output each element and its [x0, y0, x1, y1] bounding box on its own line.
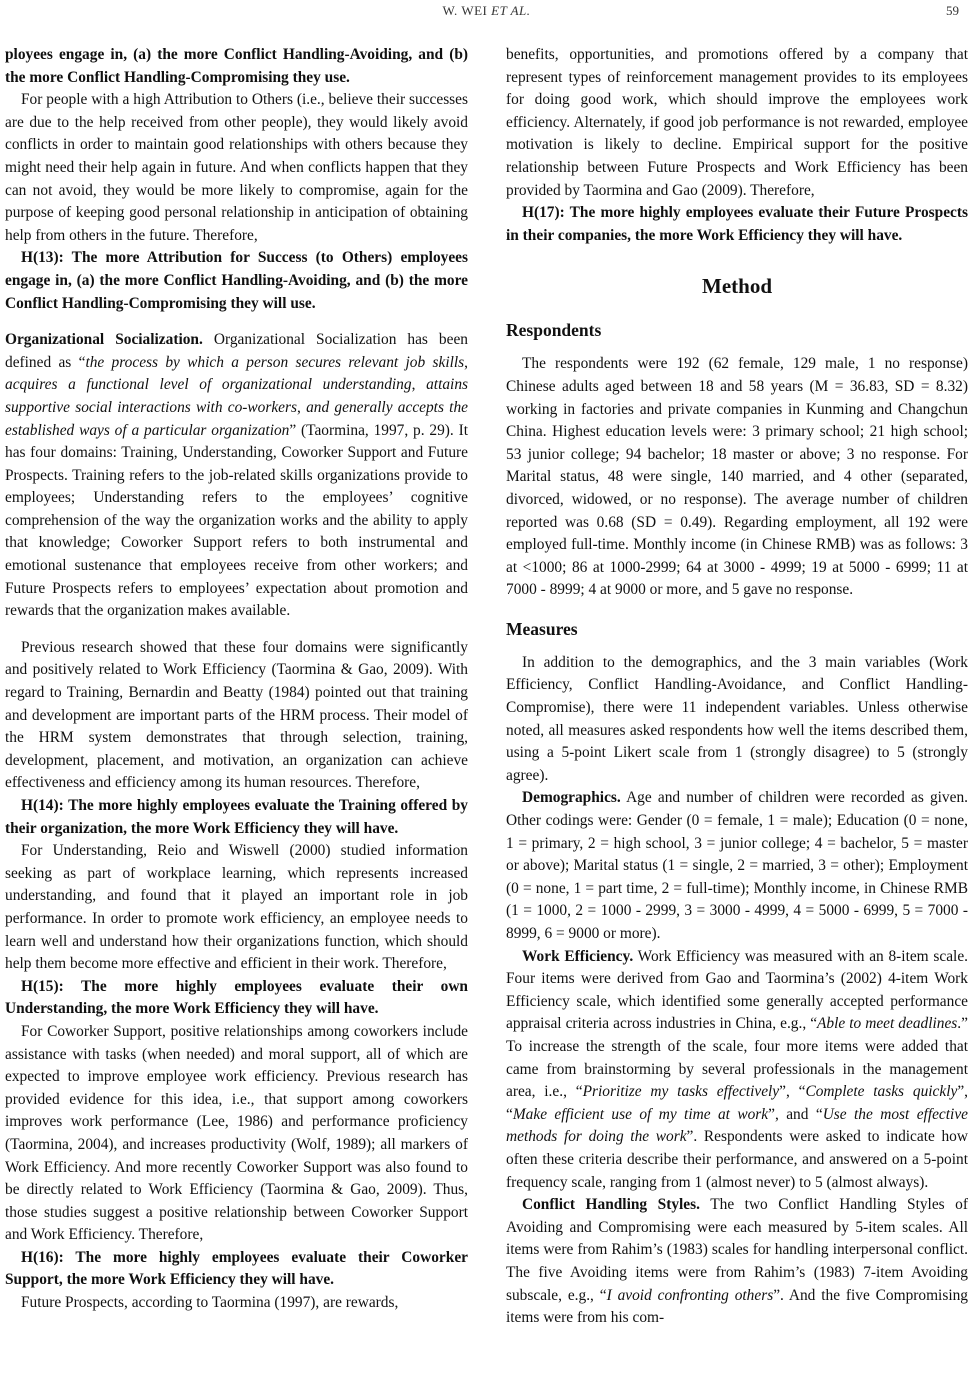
paragraph-respondents: The respondents were 192 (62 female, 129 male, 1 no response) Chinese adults aged between 18 and 58 years (M = 36.83, SD = 8.32) working in factories and private companies in Kunming and Changchun China. Highest education levels were: 3 primary school; 21 high school; 53 junior college; 94 bachelor; 18 master or above; 3 no response. For Marital status, 48 were single, 140 married, and 4 other (separated, divorced, widowed, or no response). The average number of children reported was 0.68 (SD = 0.49). Regarding employment, all 192 were employed full-time. Monthly income (in Chinese RMB) was as follows: 3 at <1000; 86 at 1000-2999; 64 at 3000 - 4999; 19 at 5000 - 6999; 11 at 7000 - 8999; 4 at 9000 or more, and 5 gave no response. [506, 355, 968, 599]
hypothesis-continued: ployees engage in, (a) the more Conflict Handling-Avoiding, and (b) the more Conflict Handling-Compromising they use. [5, 46, 468, 86]
run-in-heading-demographics: Demographics. [522, 789, 621, 807]
text-span: , [297, 398, 307, 416]
page-number: 59 [946, 3, 959, 18]
subsection-title-respondents: Respondents [506, 320, 602, 341]
text-span: ”, and “ [768, 1105, 823, 1123]
running-head [0, 3, 973, 19]
run-in-heading-org-socialization: Organizational Socialization. [5, 331, 203, 349]
header-et-al: ET AL. [491, 3, 531, 18]
text-span: Organizational Socialization has been defined as “ [5, 331, 468, 371]
text-span: Work Efficiency was measured with an 8-item scale. Four items were derived from Gao and Taormina’s (2002) 4-item Work Efficiency scale, which identified some generally accepted performance appraisal criteria across industries in China, e.g., “ [506, 947, 968, 1033]
left-column [5, 44, 468, 1315]
paragraph-future-prospects-continued: benefits, opportunities, and promotions offered by a company that represent types of reinforcement management provides to its employees for doing good work, which should improve the employees work efficiency. Alternately, if good job performance is not rewarded, employee motivation is likely to decline. Empirical support for the positive relationship between Future Prospects and Work Efficiency has been provided by Taormina and Gao (2009). Therefore, [506, 46, 968, 199]
text-span: ”, “ [779, 1083, 806, 1101]
paragraph-coworker-support: For Coworker Support, positive relationships among coworkers include assistance with tasks (when needed) and moral support, all of which are expected to improve employee work efficiency. Previous research has provided evidence for this idea, i.e., that support among coworkers improves work performance (Lee, 1986) and performance proficiency (Taormina, 2004), and increases productivity (Wolf, 1989); all markers of Work Efficiency. And more recently Coworker Support was also found to be directly related to Work Efficiency (Taormina & Gao, 2009). Thus, those studies suggest a positive relationship between Coworker Support and Work Efficiency. Therefore, [5, 1022, 468, 1244]
right-column [506, 44, 968, 1330]
quote-span: Prioritize my tasks effectively [582, 1083, 780, 1101]
quote-span: Use the most effective methods for doing the work [506, 1105, 968, 1146]
text-span: , [464, 353, 468, 371]
text-span: , [411, 376, 427, 394]
text-span: The two Conflict Handling Styles of Avoiding and Compromising were each measured by 5-item scales. All items were from Rahim’s (1983) scales for handling interpersonal conflict. The five Avoiding items were from Rahim’s (1983) 7-item Avoiding subscale, e.g., “ [506, 1196, 968, 1304]
quote-span: attains supportive social interactions with co-workers [5, 376, 469, 416]
hypothesis-15: H(15): The more highly employees evaluate their own Understanding, the more Work Efficiency they will have. [5, 977, 468, 1018]
text-span: ” (Taormina, 1997, p. 29). It has four domains: Training, Understanding, Coworker Support and Future Prospects. Training refers to the job-related skills organizations provide to employees; Understanding refers to the employees’ cognitive comprehension of the way the organization works and the ability to apply that knowledge; Coworker Support refers to both instrumental and emotional sustenance that employees receive from other workers; and Future Prospects refers to employees’ expectation about promotion and rewards that the organization makes available. [5, 421, 468, 620]
paragraph-demographics [506, 787, 968, 945]
section-title-method: Method [702, 274, 772, 299]
text-span: ”, “ [506, 1083, 968, 1123]
quote-span: I avoid confronting others [606, 1286, 774, 1304]
paragraph-conflict-handling [506, 1194, 968, 1330]
text-span: Age and number of children were recorded as given. Other codings were: Gender (0 = female, 1 = male); Education (0 = none, 1 = primary, 2 = high school, 3 = junior college; 4 = bachelor, 5 = master or above); Marital status (1 = single, 2 = married, 3 = other); Employment (0 = none, 1 = part time, 2 = full-time); Monthly income, in Chinese RMB (1 = 1000, 2 = 1000 - 2999, 3 = 3000 - 4999, 4 = 5000 - 6999, 5 = 7000 - 8999, 6 = 9000 or more). [506, 789, 969, 942]
paragraph-attribution-others: For people with a high Attribution to Others (i.e., believe their successes are due to the help received from other people), they would likely avoid conflicts in order to maintain good relationships with others because they might need their help again in future. And when conflicts happen that they can not avoid, they would be more likely to compromise, again for the purpose of keeping good personal relationship in anticipation of obtaining help from others in the future. Therefore, [5, 91, 468, 244]
quote-span: acquires a functional level of organizational understanding [5, 376, 412, 394]
quote-span: and generally accepts the established ways of a particular organization [5, 398, 468, 439]
quote-span: Make efficient use of my time at work [512, 1105, 769, 1123]
hypothesis-16: H(16): The more highly employees evaluate their Coworker Support, the more Work Efficiency they will have. [5, 1248, 468, 1289]
paragraph-work-efficiency [506, 946, 968, 1195]
quote-span: Complete tasks quickly [805, 1083, 958, 1101]
paragraph-understanding: For Understanding, Reio and Wiswell (2000) studied information seeking as part of workplace learning, which represents increased understanding, and found that it played an important role in job performance. In order to promote work efficiency, an employee needs to learn well and understand how their organizations function, which should help them become more effective and efficient in their work. Therefore, [5, 842, 468, 973]
hypothesis-13: H(13): The more Attribution for Success (to Others) employees engage in, (a) the more Conflict Handling-Avoiding, and (b) the more Conflict Handling-Compromising they will use. [5, 249, 468, 312]
run-in-heading-work-efficiency: Work Efficiency. [522, 947, 634, 965]
text-span: ”. And the five Compromising items were from his com- [506, 1286, 968, 1327]
text-span: ”. Respondents were asked to indicate how often these criteria describe their performance, and answered on a 5-point frequency scale, ranging from 1 (almost never) to 5 (almost always). [506, 1128, 968, 1191]
paragraph-previous-research: Previous research showed that these four domains were significantly and positively related to Work Efficiency (Taormina & Gao, 2009). With regard to Training, Bernardin and Beatty (1984) pointed out that training and development are important parts of the HRM process. Their model of the HRM system demonstrates that through selection, training, development, placement, and motivation, an organization can achieve effectiveness and efficiency among its human resources. Therefore, [5, 638, 468, 792]
quote-span: the process by which a person secures relevant job skills [85, 353, 465, 371]
subsection-title-measures: Measures [506, 618, 578, 639]
hypothesis-17: H(17): The more highly employees evaluate their Future Prospects in their companies, the more Work Efficiency they will have. [506, 204, 968, 244]
running-header [0, 0, 973, 24]
header-author: W. WEI [442, 3, 488, 18]
paragraph-measures: In addition to the demographics, and the 3 main variables (Work Efficiency, Conflict Handling-Avoidance, and Conflict Handling-Compromise), there were 11 independent variables. Unless otherwise noted, all measures asked respondents how well the items described them, using a 5-point Likert scale from 1 (strongly disagree) to 5 (strongly agree). [506, 653, 968, 784]
quote-span: Able to meet deadlines [817, 1015, 958, 1033]
hypothesis-14: H(14): The more highly employees evaluate the Training offered by their organization, the more Work Efficiency they will have. [5, 797, 468, 837]
text-span: .” To increase the strength of the scale, four more items were added that came from brainstorming by several professionals in the management area, i.e., “ [506, 1015, 968, 1101]
run-in-heading-conflict-handling: Conflict Handling Styles. [522, 1196, 700, 1214]
paragraph-organizational-socialization [5, 329, 468, 623]
paragraph-future-prospects: Future Prospects, according to Taormina (1997), are rewards, [21, 1294, 399, 1312]
